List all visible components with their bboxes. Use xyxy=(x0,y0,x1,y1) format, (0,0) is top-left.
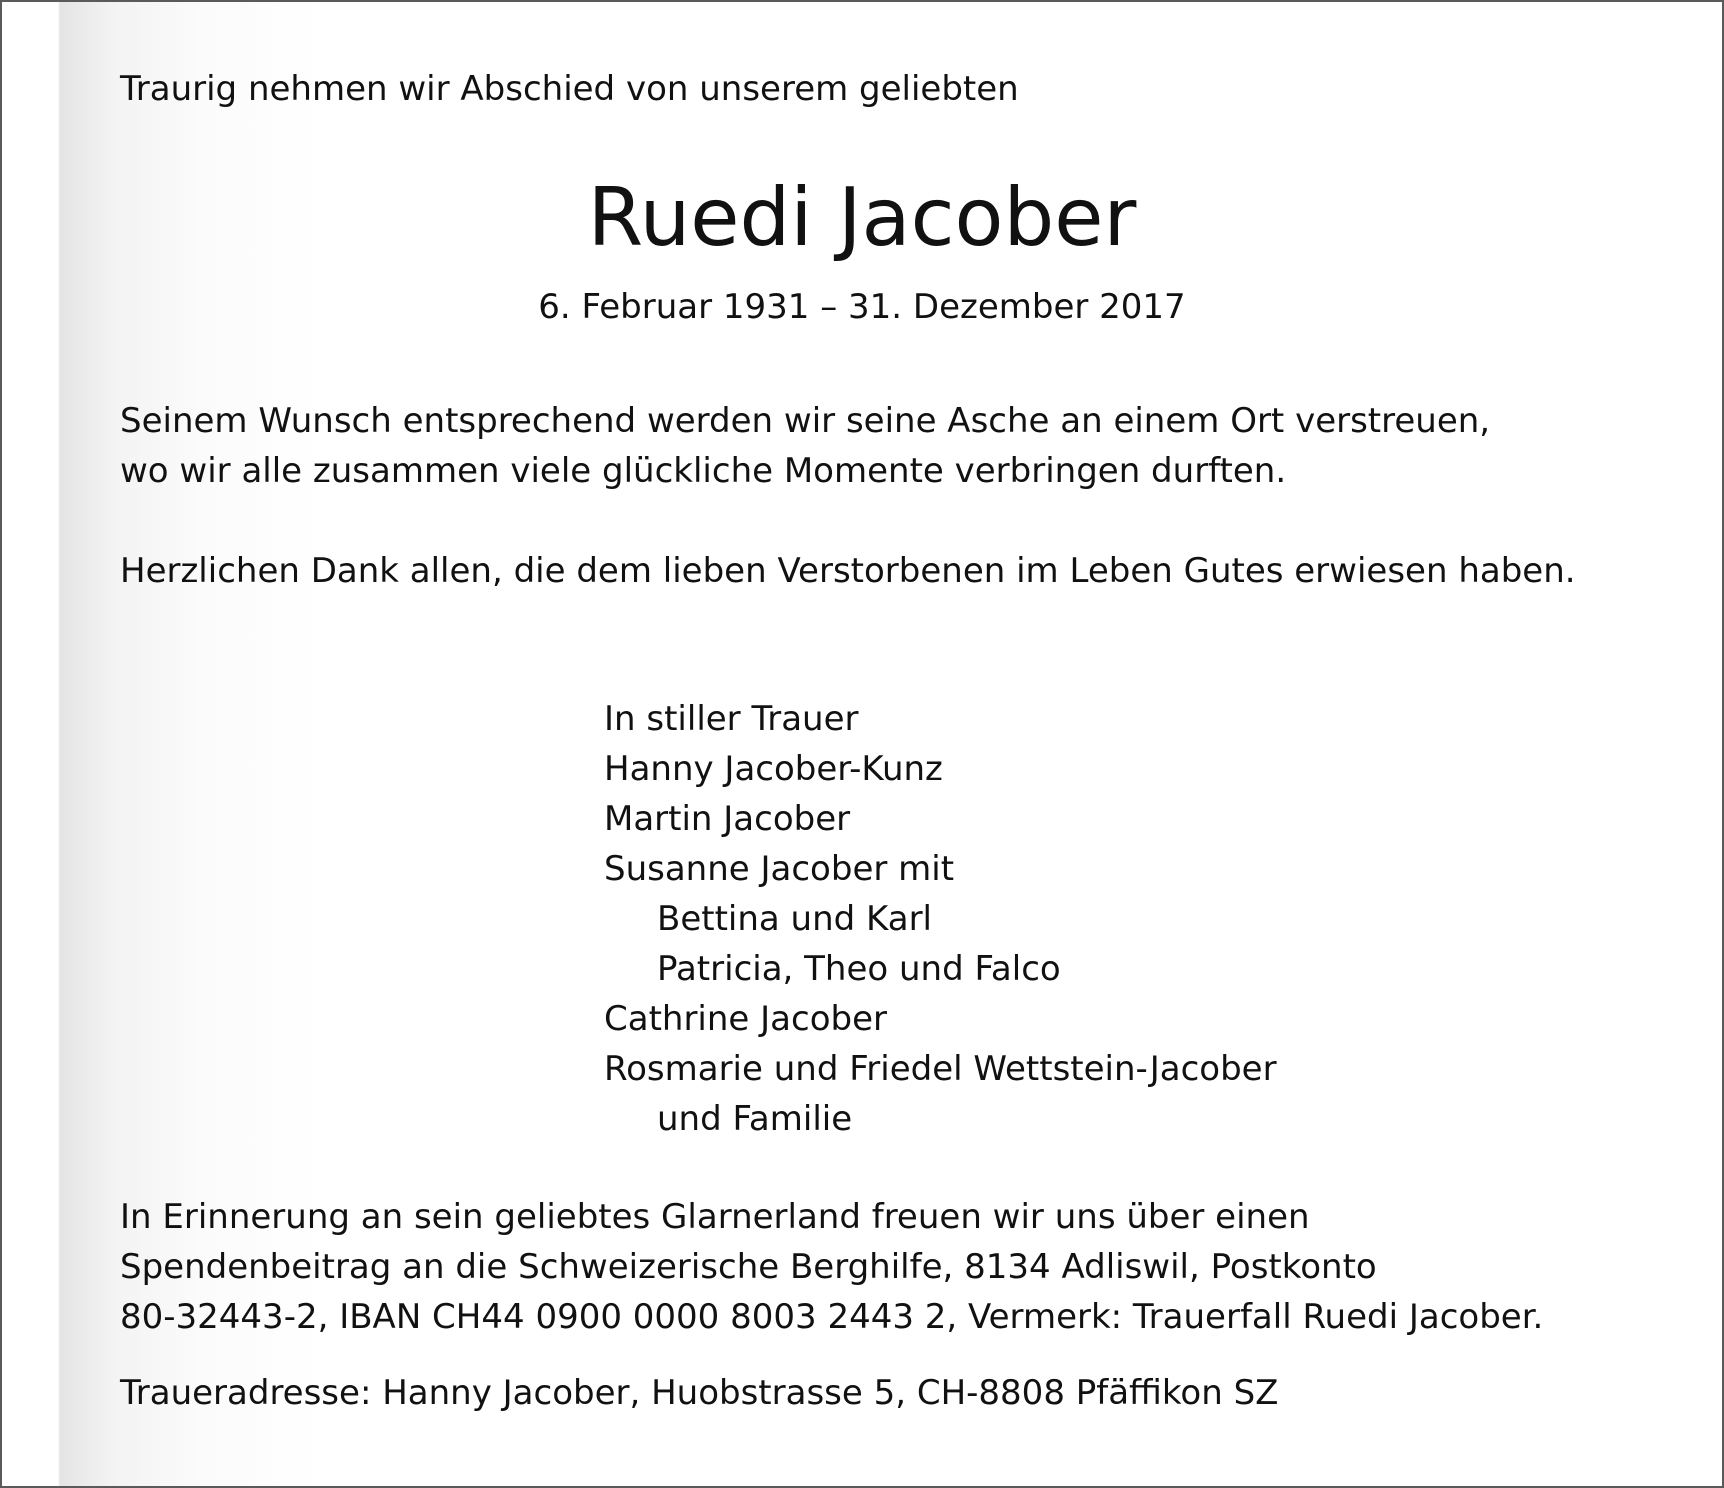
mourner-name-indented: Patricia, Theo und Falco xyxy=(657,949,1061,989)
donation-line: Spendenbeitrag an die Schweizerische Berghilfe, 8134 Adliswil, Postkonto xyxy=(120,1247,1377,1287)
intro-text: Traurig nehmen wir Abschied von unserem geliebten xyxy=(120,69,1019,109)
wish-paragraph xyxy=(120,396,1490,496)
mourning-address: Traueradresse: Hanny Jacober, Huobstrasse 5, CH-8808 Pfäffikon SZ xyxy=(120,1373,1279,1413)
donation-line: In Erinnerung an sein geliebtes Glarnerland freuen wir uns über einen xyxy=(120,1197,1310,1237)
mourner-name: Hanny Jacober-Kunz xyxy=(604,749,943,789)
thanks-paragraph: Herzlichen Dank allen, die dem lieben Verstorbenen im Leben Gutes erwiesen haben. xyxy=(120,551,1576,591)
mourners-list xyxy=(604,694,1277,1144)
mourner-name: Susanne Jacober mit xyxy=(604,849,955,889)
mourner-name-indented: und Familie xyxy=(657,1099,853,1139)
wish-line: Seinem Wunsch entsprechend werden wir seine Asche an einem Ort verstreuen, xyxy=(120,401,1491,441)
wish-line: wo wir alle zusammen viele glückliche Momente verbringen durften. xyxy=(120,451,1287,491)
mourner-name-indented: Bettina und Karl xyxy=(657,899,932,939)
mourner-name: Cathrine Jacober xyxy=(604,999,887,1039)
mourners-heading: In stiller Trauer xyxy=(604,699,859,739)
donation-paragraph xyxy=(120,1192,1543,1342)
mourner-name: Martin Jacober xyxy=(604,799,851,839)
donation-line: 80-32443-2, IBAN CH44 0900 0000 8003 2443 2, Vermerk: Trauerfall Ruedi Jacober. xyxy=(120,1297,1544,1337)
mourner-name: Rosmarie und Friedel Wettstein-Jacober xyxy=(604,1049,1277,1089)
deceased-name: Ruedi Jacober xyxy=(587,171,1137,264)
life-dates: 6. Februar 1931 – 31. Dezember 2017 xyxy=(538,287,1186,327)
